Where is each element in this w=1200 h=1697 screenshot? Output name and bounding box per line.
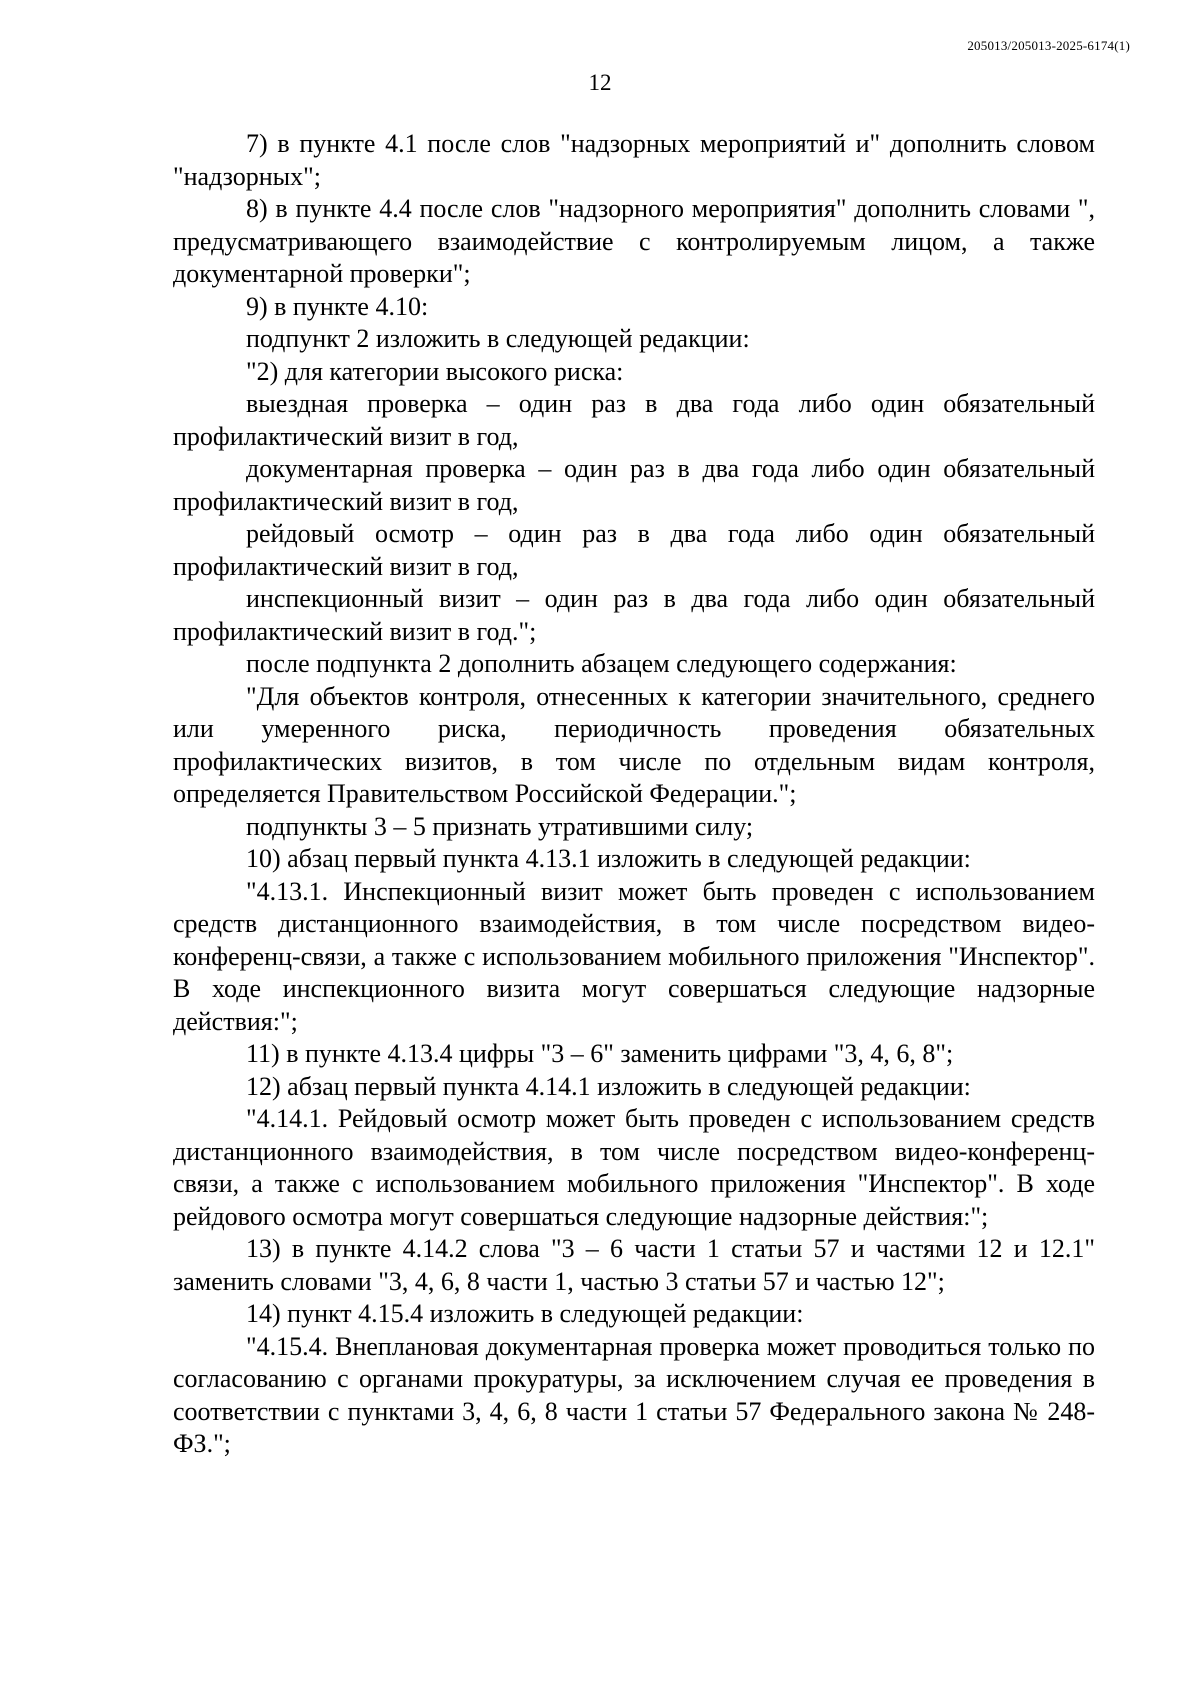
paragraph-item-8: 8) в пункте 4.4 после слов "надзорного мероприятия" дополнить словами ", предусматривающего взаимодействие с контролируемым лицом, а также документарной проверки"; xyxy=(173,194,1095,288)
paragraph-item-10: 10) абзац первый пункта 4.13.1 изложить в следующей редакции: xyxy=(246,844,971,873)
paragraph-risk-categories: "Для объектов контроля, отнесенных к категории значительного, среднего или умеренного риска, периодичность проведения обязательных профилактических визитов, в том числе по отдельным видам контроля, определяется Правительством Российской Федерации."; xyxy=(173,681,1095,808)
paragraph-raid-inspection: рейдовый осмотр – один раз в два года либо один обязательный профилактический визит в год, xyxy=(173,519,1095,581)
paragraph-item-14: 14) пункт 4.15.4 изложить в следующей редакции: xyxy=(246,1299,804,1328)
paragraph-inspection-visit: инспекционный визит – один раз в два года либо один обязательный профилактический визит в год."; xyxy=(173,584,1095,646)
paragraph-item-7: 7) в пункте 4.1 после слов "надзорных мероприятий и" дополнить словом "надзорных"; xyxy=(173,129,1095,191)
paragraph-subpoint-2-intro: подпункт 2 изложить в следующей редакции: xyxy=(246,324,750,353)
paragraph-item-12: 12) абзац первый пункта 4.14.1 изложить в следующей редакции: xyxy=(246,1071,971,1101)
paragraph-subpoints-3-5-void: подпункты 3 – 5 признать утратившими силу; xyxy=(246,811,754,841)
paragraph-item-9: 9) в пункте 4.10: xyxy=(246,291,429,321)
paragraph-add-after-subpoint-2: после подпункта 2 дополнить абзацем следующего содержания: xyxy=(246,649,957,678)
paragraph-item-13: 13) в пункте 4.14.2 слова "3 – 6 части 1 статьи 57 и частями 12 и 12.1" заменить словами "3, 4, 6, 8 части 1, частью 3 статьи 57 и частью 12"; xyxy=(173,1234,1095,1296)
paragraph-field-inspection: выездная проверка – один раз в два года либо один обязательный профилактический визит в год, xyxy=(173,389,1095,451)
paragraph-4-15-4: "4.15.4. Внеплановая документарная проверка может проводиться только по согласованию с органами прокуратуры, за исключением случая ее проведения в соответствии с пунктами 3, 4, 6, 8 части 1 статьи 57 Федерального закона № 248-ФЗ."; xyxy=(173,1331,1095,1458)
document-body xyxy=(173,128,1095,1461)
paragraph-4-14-1: "4.14.1. Рейдовый осмотр может быть проведен с использованием средств дистанционного взаимодействия, в том числе посредством видео-конференц-связи, а также с использованием мобильного приложения "Инспектор". В ходе рейдового осмотра могут совершаться следующие надзорные действия:"; xyxy=(173,1104,1095,1231)
paragraph-item-11: 11) в пункте 4.13.4 цифры "3 – 6" заменить цифрами "3, 4, 6, 8"; xyxy=(246,1039,954,1068)
paragraph-4-13-1: "4.13.1. Инспекционный визит может быть проведен с использованием средств дистанционного взаимодействия, в том числе посредством видео-конференц-связи, а также с использованием мобильного приложения "Инспектор". В ходе инспекционного визита могут совершаться следующие надзорные действия:"; xyxy=(173,876,1095,1036)
paragraph-high-risk: "2) для категории высокого риска: xyxy=(246,356,624,386)
document-id: 205013/205013-2025-6174(1) xyxy=(967,38,1130,53)
page-number: 12 xyxy=(588,70,612,95)
paragraph-document-inspection: документарная проверка – один раз в два года либо один обязательный профилактический визит в год, xyxy=(173,454,1095,516)
